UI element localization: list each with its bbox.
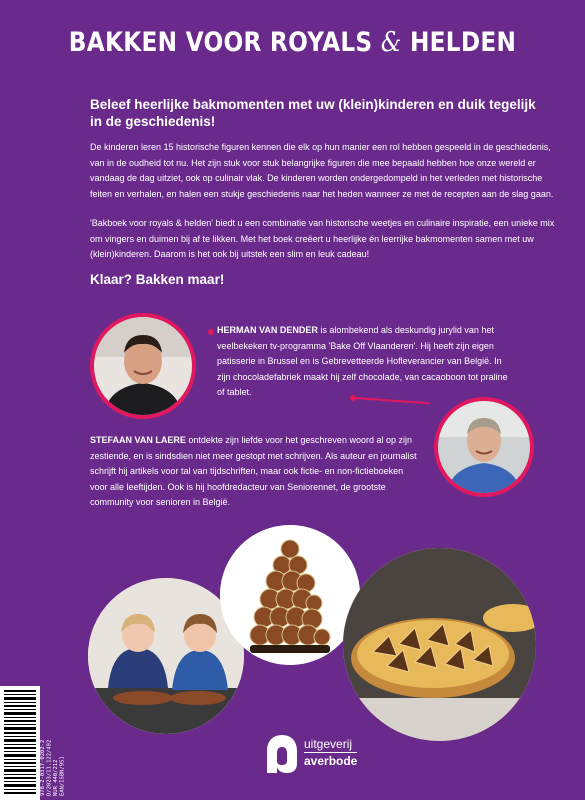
publisher-name-line2: averbode: [304, 754, 358, 768]
herman-connector-dot: [208, 329, 214, 335]
croquembouche-photo: [220, 525, 360, 665]
intro-heading: Beleef heerlijke bakmomenten met uw (klein)kinderen en duik tegelijk in de geschiedenis!: [90, 97, 536, 129]
book-title: BAKKEN VOOR ROYALS & HELDEN: [68, 27, 517, 58]
stefaan-portrait: [434, 397, 534, 497]
herman-portrait: [90, 313, 196, 419]
stefaan-bio: STEFAAN VAN LAERE ontdekte zijn liefde voor het geschreven woord al op zijn zestiende, en is sindsdien niet meer gestopt met schrijven. Als auteur en journalist schrijft hij artikels voor tal van tijdschriften, maar ook fictie- en non-fictieboeken voor alle leeftijden. Ook is hij hoofdredacteur van Seniorennet, de grootste community voor senioren in België.: [90, 435, 417, 507]
barcode-numbers: 978-2-0317-0202-2 D/2023/11.122/492 NUR 440/212 EAN/ISBN/951: [40, 739, 66, 796]
herman-bio: HERMAN VAN DENDER is alombekend als deskundig jurylid van het veelbekeken tv-programma 'Bake Off Vlaanderen'. Hij heeft zijn eigen patisserie in Brussel en is Gebrevetteerde Hofleverancier van België. In zijn chocoladefabriek maakt hij zelf chocolade, van cacaoboon tot praline of tablet.: [217, 325, 508, 397]
publisher-logo-icon: [265, 733, 299, 775]
barcode: [0, 686, 40, 800]
description-paragraph-1: De kinderen leren 15 historische figuren kennen die elk op hun manier een rol hebben gespeeld in de geschiedenis, van in de oudheid tot nu. Het zijn stuk voor stuk belangrijke figuren die mee bepaald hebben hoe onze wereld er vandaag de dag uitziet, ook op culinair vlak. De kinderen worden ondergedompeld in het verleden met historische feiten en verhalen, en halen een stukje geschiedenis naar het heden wanneer ze met de recepten aan de slag gaan.: [90, 142, 554, 199]
slogan: Klaar? Bakken maar!: [90, 272, 225, 287]
tart-photo: [343, 548, 536, 741]
description-paragraph-2: 'Bakboek voor royals & helden' biedt u een combinatie van historische weetjes en culinaire inspiratie, een unieke mix om vingers en duimen bij af te likken. Met het boek creëert u heerlijke én leerrijke bakmomenten samen met uw (klein)kinderen. Daarom is het ook bij uitstek een slim en leuk cadeau!: [90, 218, 555, 259]
publisher-name-line1: uitgeverij: [304, 737, 353, 751]
